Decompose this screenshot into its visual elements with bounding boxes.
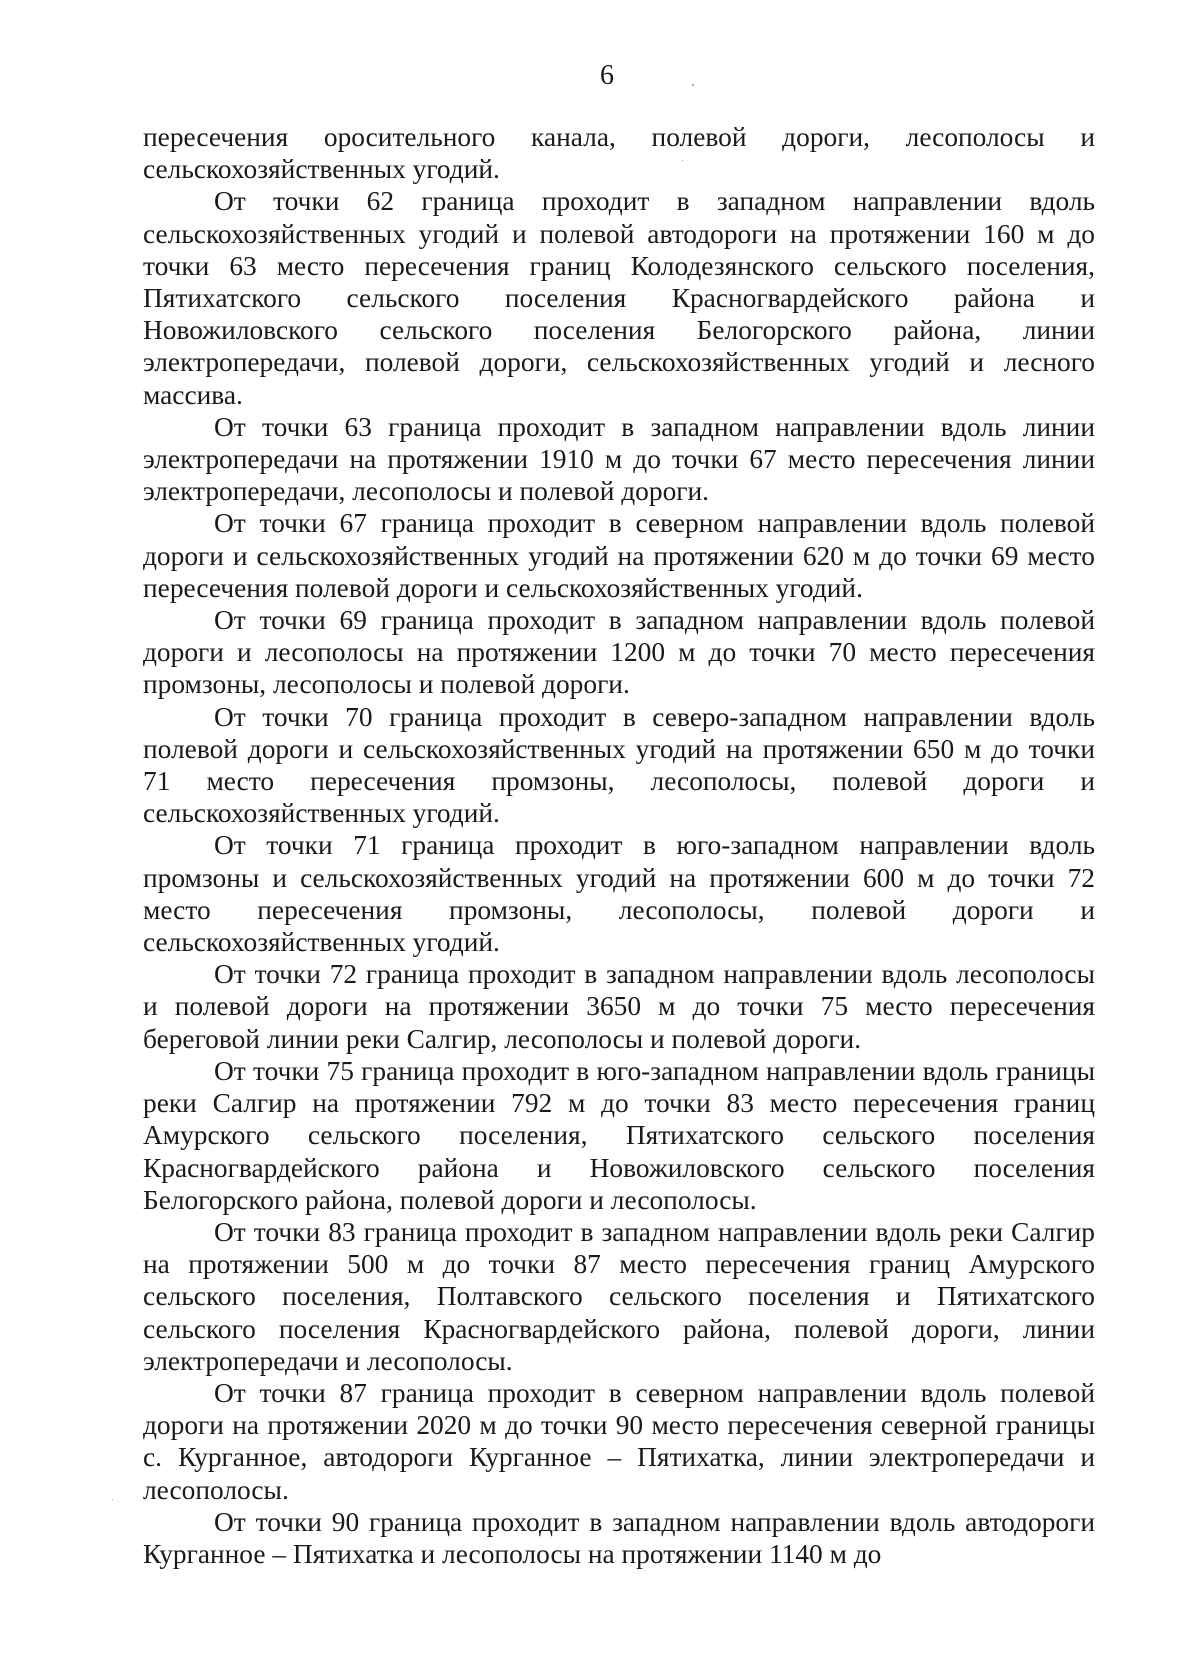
paragraph: От точки 71 граница проходит в юго-западном направлении вдоль промзоны и сельскохозяйственных угодий на протяжении 600 м до точки 72 место пересечения промзоны, лесополосы, полевой дороги и сельскохозяйственных угодий. — [143, 830, 1095, 958]
paragraph: От точки 63 граница проходит в западном направлении вдоль линии электропередачи на протяжении 1910 м до точки 67 место пересечения линии электропередачи, лесополосы и полевой дороги. — [143, 411, 1095, 507]
page-number: 6 — [600, 60, 614, 91]
paragraph: От точки 62 граница проходит в западном направлении вдоль сельскохозяйственных угодий и полевой автодороги на протяжении 160 м до точки 63 место пересечения границ Колодезянского сельского поселения, Пятихатского сельского поселения Красногвардейского района и Новожиловского сельского поселения Белогорского района, линии электропередачи, полевой дороги, сельскохозяйственных угодий и лесного массива. — [143, 186, 1095, 410]
paragraph: От точки 69 граница проходит в западном направлении вдоль полевой дороги и лесополосы на протяжении 1200 м до точки 70 место пересечения промзоны, лесополосы и полевой дороги. — [143, 605, 1095, 700]
paragraph: От точки 72 граница проходит в западном направлении вдоль лесополосы и полевой дороги на протяжении 3650 м до точки 75 место пересечения береговой линии реки Салгир, лесополосы и полевой дороги. — [143, 959, 1095, 1054]
paragraph: От точки 83 граница проходит в западном направлении вдоль реки Салгир на протяжении 500 м до точки 87 место пересечения границ Амурского сельского поселения, Полтавского сельского поселения и Пятихатского сельского поселения Красногвардейского района, полевой дороги, линии электропередачи и лесополосы. — [143, 1216, 1095, 1376]
document-body — [143, 121, 1095, 1570]
paragraph: пересечения оросительного канала, полевой дороги, лесополосы и сельскохозяйственных угодий. — [143, 122, 1095, 185]
scan-speck — [682, 160, 683, 161]
scan-speck — [112, 1499, 113, 1500]
paragraph: От точки 70 граница проходит в северо-западном направлении вдоль полевой дороги и сельскохозяйственных угодий на протяжении 650 м до точки 71 место пересечения промзоны, лесополосы, полевой дороги и сельскохозяйственных угодий. — [143, 701, 1095, 829]
paragraph: От точки 87 граница проходит в северном направлении вдоль полевой дороги на протяжении 2020 м до точки 90 место пересечения северной границы с. Курганное, автодороги Курганное – Пятихатка, линии электропередачи и лесополосы. — [143, 1377, 1095, 1505]
paragraph: От точки 67 граница проходит в северном направлении вдоль полевой дороги и сельскохозяйственных угодий на протяжении 620 м до точки 69 место пересечения полевой дороги и сельскохозяйственных угодий. — [143, 508, 1095, 603]
paragraph: От точки 90 граница проходит в западном направлении вдоль автодороги Курганное – Пятихатка и лесополосы на протяжении 1140 м до — [143, 1506, 1095, 1569]
paragraph: От точки 75 граница проходит в юго-западном направлении вдоль границы реки Салгир на протяжении 792 м до точки 83 место пересечения границ Амурского сельского поселения, Пятихатского сельского поселения Красногвардейского района и Новожиловского сельского поселения Белогорского района, полевой дороги и лесополосы. — [143, 1055, 1095, 1215]
scan-speck — [692, 84, 694, 86]
